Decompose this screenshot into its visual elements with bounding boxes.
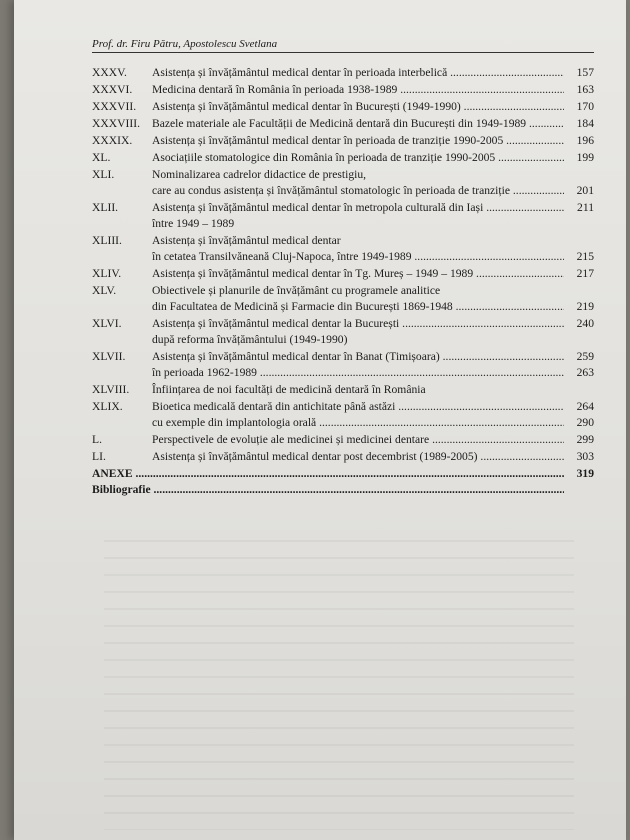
toc-entry-title: Bazele materiale ale Facultății de Medicină dentară din București din 1949-1989 ..... <box>152 116 564 132</box>
toc-entry-title: ANEXE ..... <box>92 466 564 482</box>
toc-entry <box>92 82 594 98</box>
toc-entry-title: Bioetica medicală dentară din antichitate până astăzi ..... <box>152 399 564 415</box>
toc-entry-title: în cetatea Transilvăneană Cluj-Napoca, între 1949-1989 ..... <box>152 249 564 265</box>
toc-entry <box>92 249 594 265</box>
toc-entry <box>92 167 594 183</box>
toc-entry <box>92 382 594 398</box>
toc-entry-title: Asistența și învățământul medical dentar în perioada interbelică ..... <box>152 65 564 81</box>
toc-entry-title: în perioada 1962-1989 ..... <box>152 365 564 381</box>
toc-entry-number: XLVII. <box>92 350 126 363</box>
toc-entry-number: XLIX. <box>92 400 123 413</box>
toc-entry-title: Obiectivele și planurile de învățământ cu programele analitice <box>152 284 441 297</box>
toc-entry-title: Asociațiile stomatologice din România în perioada de tranziție 1990-2005 ..... <box>152 150 564 166</box>
toc-entry-page: 263 <box>576 366 594 379</box>
toc-entry-page: 215 <box>576 250 594 263</box>
toc-entry-title: Asistența și învățământul medical dentar în metropola culturală din Iași ..... <box>152 200 564 216</box>
toc-entry-page: 290 <box>576 416 594 429</box>
toc-entry-title: Asistența și învățământul medical dentar post decembrist (1989-2005) ..... <box>152 449 564 465</box>
toc-entry-number: XXXVI. <box>92 83 133 96</box>
toc-entry <box>92 150 594 166</box>
toc-entry <box>92 449 594 465</box>
toc-entry-title: Nominalizarea cadrelor didactice de prestigiu, <box>152 168 367 181</box>
toc-entry <box>92 216 594 232</box>
toc-entry-page: 217 <box>576 267 594 280</box>
book-page <box>14 0 626 840</box>
toc-entry <box>92 266 594 282</box>
toc-entry-title: Perspectivele de evoluție ale medicinei și medicinei dentare ..... <box>152 432 564 448</box>
toc-entry-title: cu exemple din implantologia orală ..... <box>152 415 564 431</box>
toc-entry-number: XLI. <box>92 168 115 181</box>
toc-entry-number: XLVIII. <box>92 383 130 396</box>
toc-entry-page: 157 <box>576 66 594 79</box>
toc-entry-page: 259 <box>576 350 594 363</box>
toc-entry-number: XLIV. <box>92 267 122 280</box>
toc-entry <box>92 116 594 132</box>
toc-entry-title: Asistența și învățământul medical dentar în București (1949-1990) ..... <box>152 99 564 115</box>
toc-entry-title: Asistența și învățământul medical dentar <box>152 234 341 247</box>
running-header: Prof. dr. Firu Pătru, Apostolescu Svetlana <box>92 38 594 53</box>
toc-entry-number: XXXIX. <box>92 134 133 147</box>
toc-entry-number: XXXV. <box>92 66 127 79</box>
toc-entry-number: LI. <box>92 450 106 463</box>
toc-entry-number: XLV. <box>92 284 117 297</box>
toc-entry <box>92 415 594 431</box>
toc-entry-title: Bibliografie ..... <box>92 482 564 498</box>
bleed-through-text <box>104 540 574 830</box>
toc-entry-page: 196 <box>576 134 594 147</box>
toc-entry-page: 170 <box>576 100 594 113</box>
toc-entry-title: Medicina dentară în România în perioada 1938-1989 ..... <box>152 82 564 98</box>
toc-entry <box>92 332 594 348</box>
toc-entry <box>92 365 594 381</box>
toc-entry <box>92 349 594 365</box>
toc-entry <box>92 133 594 149</box>
toc-entry-title: între 1949 – 1989 <box>152 217 235 230</box>
toc-entry-number: XLVI. <box>92 317 122 330</box>
toc-entry-number: L. <box>92 433 102 446</box>
toc-entry-page: 240 <box>576 317 594 330</box>
toc-entry-title: Asistența și învățământul medical dentar în Tg. Mureș – 1949 – 1989 ..... <box>152 266 564 282</box>
toc-entry <box>92 183 594 199</box>
toc-entry-number: XL. <box>92 151 111 164</box>
table-of-contents <box>92 64 594 498</box>
toc-entry-page: 319 <box>576 467 594 480</box>
toc-entry-page: 219 <box>576 300 594 313</box>
toc-entry-page: 303 <box>576 450 594 463</box>
toc-entry <box>92 299 594 315</box>
toc-entry <box>92 283 594 299</box>
toc-entry <box>92 432 594 448</box>
toc-entry-title: după reforma învățământului (1949-1990) <box>152 333 348 346</box>
toc-entry-page: 264 <box>576 400 594 413</box>
toc-entry <box>92 399 594 415</box>
toc-entry-anexe <box>92 466 594 482</box>
toc-entry-title: Asistența și învățământul medical dentar în Banat (Timișoara) ..... <box>152 349 564 365</box>
toc-entry <box>92 316 594 332</box>
toc-entry-number: XXXVII. <box>92 100 137 113</box>
toc-entry-page: 299 <box>576 433 594 446</box>
toc-entry-page: 201 <box>576 184 594 197</box>
toc-entry-number: XXXVIII. <box>92 117 140 130</box>
toc-entry-title: Asistența și învățământul medical dentar în perioada de tranziție 1990-2005 ..... <box>152 133 564 149</box>
toc-entry-page: 184 <box>576 117 594 130</box>
toc-entry <box>92 200 594 216</box>
toc-entry <box>92 65 594 81</box>
toc-entry-bibliografie <box>92 482 594 498</box>
toc-entry-number: XLIII. <box>92 234 122 247</box>
toc-entry-page: 163 <box>576 83 594 96</box>
toc-entry-title: Asistența și învățământul medical dentar la București ..... <box>152 316 564 332</box>
toc-entry <box>92 233 594 249</box>
toc-entry-title: din Facultatea de Medicină și Farmacie din București 1869-1948 ..... <box>152 299 564 315</box>
toc-entry <box>92 99 594 115</box>
toc-entry-title: care au condus asistența și învățământul stomatologic în perioada de tranziție ..... <box>152 183 564 199</box>
toc-entry-number: XLII. <box>92 201 119 214</box>
toc-entry-page: 211 <box>577 201 594 214</box>
toc-entry-page: 199 <box>576 151 594 164</box>
toc-entry-title: Înființarea de noi facultăți de medicină dentară în România <box>152 383 426 396</box>
toc-entries <box>92 65 594 465</box>
